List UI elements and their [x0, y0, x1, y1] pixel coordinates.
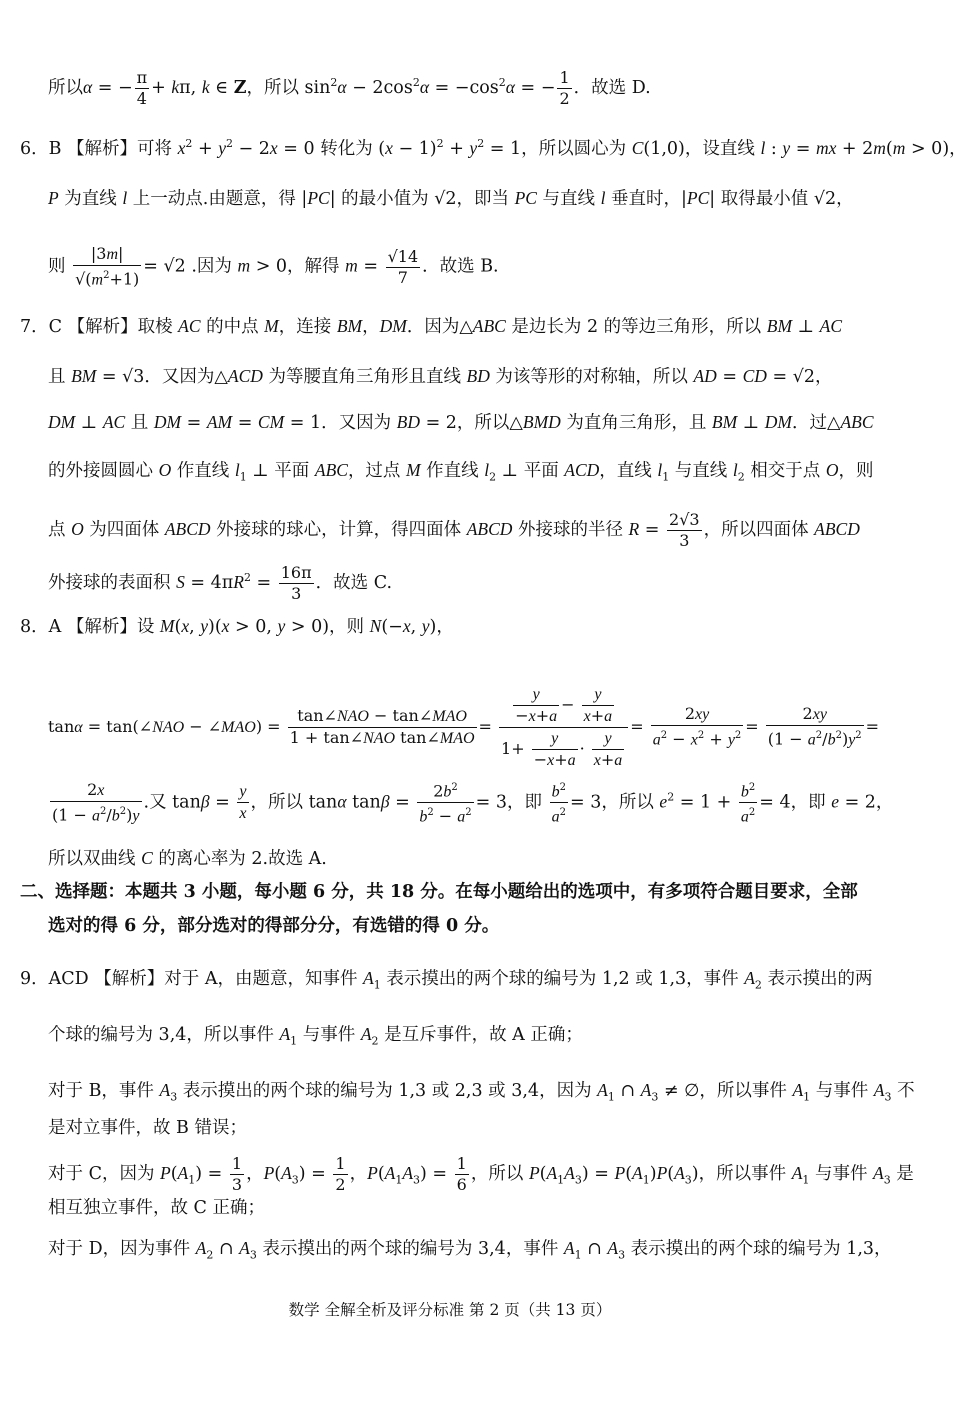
- text-line: 8．A 【解析】设 M(x, y)(x > 0, y > 0)，则 N(−x, y)，: [20, 616, 454, 637]
- formula-line: $\frac{2x}{(1 - a^2/b^2)y}$ .又 tanβ = $\frac{y}{x}$ ，所以 tanα tanβ = $\frac{2b^2}{b^2 - a^2}$ = 3，即 $\frac{b^2}{a^2}$ = 3，所以 $e^2 = 1$ + $\frac{b^2}{a^2}$ = 4，即 e = 2，: [52, 779, 894, 826]
- text-line: 对于 C，因为 $P(A_1)$ = $\frac{1}{3}$ ，$P(A_3)$ = $\frac{1}{2}$ ，$P(A_1A_3)$ = $\frac{1}{6}$ ，所以 $P(A_1A_3) = P(A_1)P(A_3)$，所以事件 $A_1$ 与事件 $A_3$ 是: [48, 1154, 914, 1194]
- text-line: 外接球的表面积 $S = 4\pi R^2$ = $\frac{16\pi}{3}$ ．故选 C.: [48, 563, 393, 603]
- page-footer: 数学 全解全析及评分标准 第 2 页（共 13 页）: [288, 1301, 612, 1319]
- text-line: 9．ACD 【解析】对于 A，由题意，知事件 $A_1$ 表示摸出的两个球的编号为 1,2 或 1,3，事件 $A_2$ 表示摸出的两: [20, 968, 873, 992]
- text-line: 的外接圆圆心 O 作直线 $l_1$ ⊥ 平面 ABC，过点 M 作直线 $l_2$ ⊥ 平面 ACD，直线 $l_1$ 与直线 $l_2$ 相交于点 O，则: [48, 460, 874, 484]
- text-line: 6．B 【解析】可将 $x^2 + y^2 - 2x = 0$ 转化为 $(x - 1)^2 + y^2 = 1$，所以圆心为 C(1,0)，设直线 l : y = mx + 2m(m > 0)，: [20, 137, 967, 159]
- text-line: 则 $\frac{|3m|}{√(m^2+1)}$ = √2 .因为 m > 0，解得 m = $\frac{√14}{7}$ ．故选 B.: [48, 244, 499, 289]
- text-line: 所以双曲线 C 的离心率为 2.故选 A.: [48, 848, 327, 869]
- text-line: 对于 B，事件 $A_3$ 表示摸出的两个球的编号为 1,3 或 2,3 或 3,4，因为 $A_1$ ∩ $A_3$ ≠ ∅，所以事件 $A_1$ 与事件 $A_3$ 不: [48, 1080, 915, 1104]
- text-line: 个球的编号为 3,4，所以事件 $A_1$ 与事件 $A_2$ 是互斥事件，故 A 正确；: [48, 1024, 583, 1048]
- text-line: 且 BM = √3．又因为△ACD 为等腰直角三角形且直线 BD 为该等形的对称轴，所以 AD = CD = √2，: [48, 366, 833, 387]
- text-line: P 为直线 l 上一动点.由题意，得 |PC| 的最小值为 √2，即当 PC 与直线 l 垂直时，|PC| 取得最小值 √2，: [48, 188, 854, 209]
- formula-line: tanα = tan(∠NAO − ∠MAO) = $\frac{\text{tan∠NAO − tan∠MAO}}{\text{1 + tan∠NAO tan∠MAO}}$ = $\frac{y}{-x+a}$ − $\frac{y}{x+a}$ 1+ $\frac{y}{-x+a}$ · $\frac{y}{x+a}$ = $\frac{2xy}{a^2 - x^2 + y^2}$ = $\frac{2xy}{(1 - a^2/b^2)y^2}$ =: [48, 686, 880, 769]
- text-line: 所以α = − $\frac{\pi}{4}$ + kπ, k ∈ Z，所以 $\sin^2\alpha - 2\cos^2\alpha = -\cos^2\alpha$ = − $\frac{1}{2}$ ．故选 D.: [48, 68, 651, 108]
- text-line: 点 O 为四面体 ABCD 外接球的球心，计算，得四面体 ABCD 外接球的半径 R = $\frac{2√3}{3}$ ，所以四面体 ABCD: [48, 510, 860, 550]
- section-heading: 二、选择题：本题共 3 小题，每小题 6 分，共 18 分。在每小题给出的选项中，有多项符合题目要求，全部: [20, 882, 858, 902]
- text-line: 对于 D，因为事件 $A_2$ ∩ $A_3$ 表示摸出的两个球的编号为 3,4，事件 $A_1$ ∩ $A_3$ 表示摸出的两个球的编号为 1,3，: [48, 1238, 892, 1262]
- text-line: 相互独立事件，故 C 正确；: [48, 1198, 266, 1218]
- section-heading: 选对的得 6 分，部分选对的得部分分，有选错的得 0 分。: [48, 916, 500, 936]
- text-line: DM ⊥ AC 且 DM = AM = CM = 1．又因为 BD = 2，所以△BMD 为直角三角形，且 BM ⊥ DM．过△ABC: [48, 412, 874, 433]
- text-line: 7．C 【解析】取棱 AC 的中点 M，连接 BM，DM．因为△ABC 是边长为 2 的等边三角形，所以 BM ⊥ AC: [20, 316, 842, 337]
- text-line: 是对立事件，故 B 错误；: [48, 1118, 247, 1138]
